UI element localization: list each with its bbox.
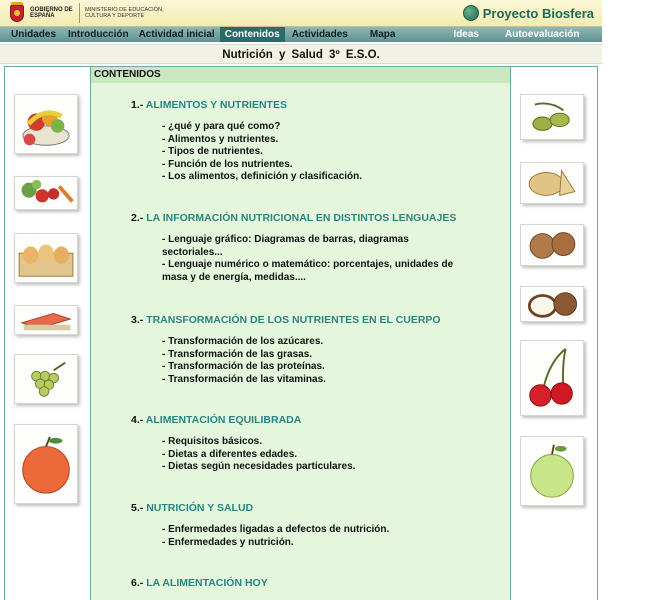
section-2 — [131, 212, 470, 284]
section-6 — [131, 577, 268, 589]
ministry-text: MINISTERIO DE EDUCACIÓN, CULTURA Y DEPORTE — [85, 6, 164, 19]
logo-divider — [79, 3, 80, 23]
project-logo[interactable] — [463, 5, 594, 21]
section-items — [162, 234, 470, 284]
sliced-bread-image — [520, 162, 584, 204]
section-title[interactable]: ALIMENTOS Y NUTRIENTES — [145, 99, 287, 111]
grapes-image — [14, 354, 78, 404]
section-items — [162, 524, 470, 549]
nav-ideas[interactable]: Ideas — [453, 29, 479, 40]
nav-mapa[interactable]: Mapa — [369, 29, 396, 40]
list-item: - Enfermedades ligadas a defectos de nutrición. — [162, 524, 390, 535]
fruit-bowl-image — [14, 94, 78, 154]
section-items — [162, 336, 470, 386]
nav-actividad-inicial[interactable]: Actividad inicial — [138, 29, 215, 40]
section-number: 4.- — [131, 414, 144, 426]
list-item: - Transformación de las grasas. — [162, 348, 313, 360]
section-number: 3.- — [131, 314, 144, 326]
list-item: - Dietas a diferentes edades. — [162, 448, 298, 460]
list-item: - Dietas según necesidades particulares. — [162, 461, 356, 472]
walnuts-image — [520, 224, 584, 266]
orange-image — [14, 424, 78, 504]
main-nav — [0, 27, 644, 42]
list-item: - Los alimentos, definición y clasificación. — [162, 171, 363, 182]
nav-actividades[interactable]: Actividades — [291, 29, 348, 40]
section-3 — [131, 314, 470, 386]
nav-unidades[interactable]: Unidades — [11, 29, 57, 40]
gov-text: GOBIERNO DE ESPAÑA — [30, 6, 73, 19]
list-item: - Alimentos y nutrientes. — [162, 133, 279, 145]
list-item: - Transformación de las vitaminas. — [162, 373, 326, 385]
section-number: 6.- — [131, 577, 144, 589]
globe-icon — [463, 5, 479, 21]
section-number: 5.- — [131, 502, 144, 514]
section-title[interactable]: ALIMENTACIÓN EQUILIBRADA — [145, 414, 302, 426]
list-item: - Enfermedades y nutrición. — [162, 536, 294, 548]
section-heading — [131, 314, 470, 326]
salmon-fillet-image — [14, 305, 78, 335]
right-image-column — [511, 67, 597, 600]
section-5 — [131, 502, 470, 549]
section-heading — [131, 577, 268, 589]
section-title[interactable]: LA INFORMACIÓN NUTRICIONAL EN DISTINTOS LENGUAJES — [146, 212, 457, 224]
section-title[interactable]: NUTRICIÓN Y SALUD — [146, 502, 254, 514]
government-logo[interactable] — [6, 2, 175, 24]
section-items — [162, 121, 470, 184]
list-item: - Tipos de nutrientes. — [162, 146, 263, 157]
contenidos-panel — [91, 67, 510, 600]
page-title: Nutrición y Salud 3º E.S.O. — [222, 49, 380, 61]
nav-enlaces[interactable]: Enlaces — [605, 29, 644, 40]
list-item: - Transformación de las proteínas. — [162, 361, 325, 372]
list-item: - Función de los nutrientes. — [162, 158, 293, 170]
vegetables-image — [14, 176, 78, 210]
section-4 — [131, 414, 470, 474]
list-item: - Transformación de los azúcares. — [162, 336, 324, 347]
title-bar — [0, 44, 602, 64]
section-1 — [131, 99, 470, 184]
list-item: - Requisitos básicos. — [162, 436, 263, 447]
nav-introduccion[interactable]: Introducción — [68, 29, 129, 40]
coconut-image — [520, 286, 584, 322]
contenidos-heading: CONTENIDOS — [91, 67, 510, 83]
project-title: Proyecto Biosfera — [482, 5, 594, 21]
section-heading — [131, 212, 470, 224]
section-number: 1.- — [131, 99, 144, 111]
eggs-carton-image — [14, 233, 78, 283]
section-number: 2.- — [131, 212, 144, 224]
list-item: - Lenguaje gráfico: Diagramas de barras, diagramas sectoriales... — [162, 234, 409, 258]
section-heading — [131, 99, 470, 111]
cherries-image — [520, 340, 584, 416]
nav-contenidos[interactable]: Contenidos — [220, 27, 285, 42]
olives-image — [520, 94, 584, 140]
nav-autoevaluacion[interactable]: Autoevaluación — [505, 29, 580, 40]
section-title[interactable]: LA ALIMENTACIÓN HOY — [146, 577, 268, 589]
column-divider-right — [510, 67, 511, 600]
green-apple-image — [520, 436, 584, 506]
section-heading — [131, 414, 470, 426]
section-title[interactable]: TRANSFORMACIÓN DE LOS NUTRIENTES EN EL CUERPO — [146, 314, 441, 326]
section-items — [162, 436, 470, 474]
section-heading — [131, 502, 470, 514]
list-item: - ¿qué y para qué como? — [162, 121, 281, 132]
list-item: - Lenguaje numérico o matemático: porcentajes, unidades de masa y de energía, medidas.... — [162, 259, 454, 283]
coat-of-arms-icon — [6, 2, 28, 24]
site-header — [0, 0, 602, 27]
